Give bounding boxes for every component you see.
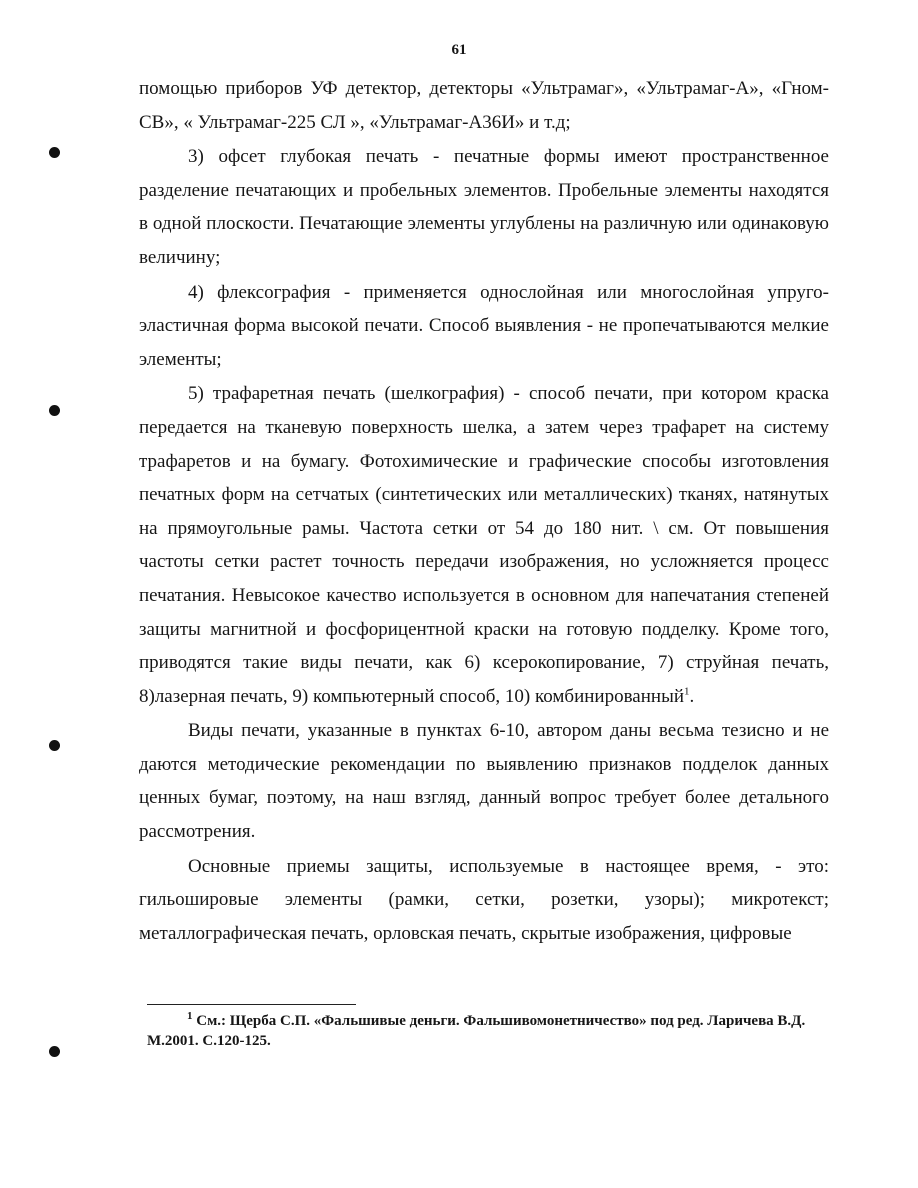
text-line: способ, 10) комбинированный [439,685,685,707]
binder-hole [49,1046,60,1057]
text-line: повышения частоты сетки растет точность передачи изображения, но [139,517,830,573]
text-line: Виды печати, указанные в пунктах 6-10, автором даны весьма тезисно и не [188,720,829,742]
footnote-rule [147,1004,356,1005]
text-line: даются методические рекомендации по выявлению признаков подделок данных [139,753,829,775]
text-line: 4) флексография - применяется однослойная или многослойная упруго- [188,281,829,303]
text-line: металлографическая печать, орловская печать, скрытые изображения, цифровые [139,922,792,944]
text-line: 5) трафаретная печать (шелкография) - способ печати, при котором краска [188,383,829,405]
paragraph [139,72,829,139]
text-line: 3) офсет глубокая печать - печатные формы имеют пространственное [188,146,829,168]
footnote-text [147,1011,837,1051]
text-line: эластичная форма высокой печати. Способ выявления - не пропечатываются [139,315,766,337]
body-text [139,72,829,950]
paragraph [139,140,829,274]
footnote-line: См.: Щерба С.П. «Фальшивые деньги. Фальшивомонетничество» под ред. Ларичева В.Д. [196,1013,806,1029]
text-line: рассмотрения. [139,821,256,843]
binder-hole [49,405,60,416]
text-line: трафаретов и на бумагу. Фотохимические и графические способы изготовления [139,450,829,472]
page-number: 61 [451,42,467,58]
paragraph [139,377,829,713]
text-line: ксерокопирование, 7) струйная печать, 8)лазерная печать, 9) компьютерный [139,652,830,707]
paragraph [139,714,829,848]
footnote-marker[interactable]: 1 [684,685,690,698]
footnote [147,1011,837,1051]
text-line-tail: . [689,685,695,707]
text-line: «Гном-СВ», « Ультрамаг-225 СЛ », «Ультрамаг-А36И» и т.д; [139,78,830,133]
text-line: готовую подделку. Кроме того, приводятся такие виды печати, как 6) [139,618,829,674]
text-line: помощью приборов УФ детектор, детекторы «Ультрамаг», «Ультрамаг-А», [139,78,764,99]
text-line: передается на тканевую поверхность шелка, а затем через трафарет на систему [139,416,829,438]
binder-hole [49,147,60,158]
footnote-marker: 1 [187,1010,193,1022]
text-line: находятся в одной плоскости. Печатающие элементы углублены на различную [139,179,830,235]
text-line: печатных форм на сетчатых (синтетических или металлических) тканях, [139,484,738,506]
text-line: разделение печатающих и пробельных элементов. Пробельные элементы [139,179,743,201]
text-line: ценных бумаг, поэтому, на наш взгляд, данный вопрос требует более детального [139,787,829,809]
paragraph [139,276,829,377]
footnote-line: М.2001. С.120-125. [147,1033,271,1049]
text-line: мелкие элементы; [139,315,829,370]
text-line: для напечатания степеней защиты магнитной и фосфорицентной краски на [139,584,829,640]
text-line: или одинаковую величину; [139,213,830,268]
text-line: Основные приемы защиты, используемые в настоящее время, - это: [188,855,829,877]
text-line: натянутых на прямоугольные рамы. Частота сетки от 54 до 180 нит. \ см. От [139,484,830,539]
text-line: усложняется процесс печатания. Невысокое качество используется в основном [139,551,829,606]
text-line: гильошировые элементы (рамки, сетки, розетки, узоры); микротекст; [139,889,829,911]
paragraph [139,850,829,951]
binder-hole [49,740,60,751]
